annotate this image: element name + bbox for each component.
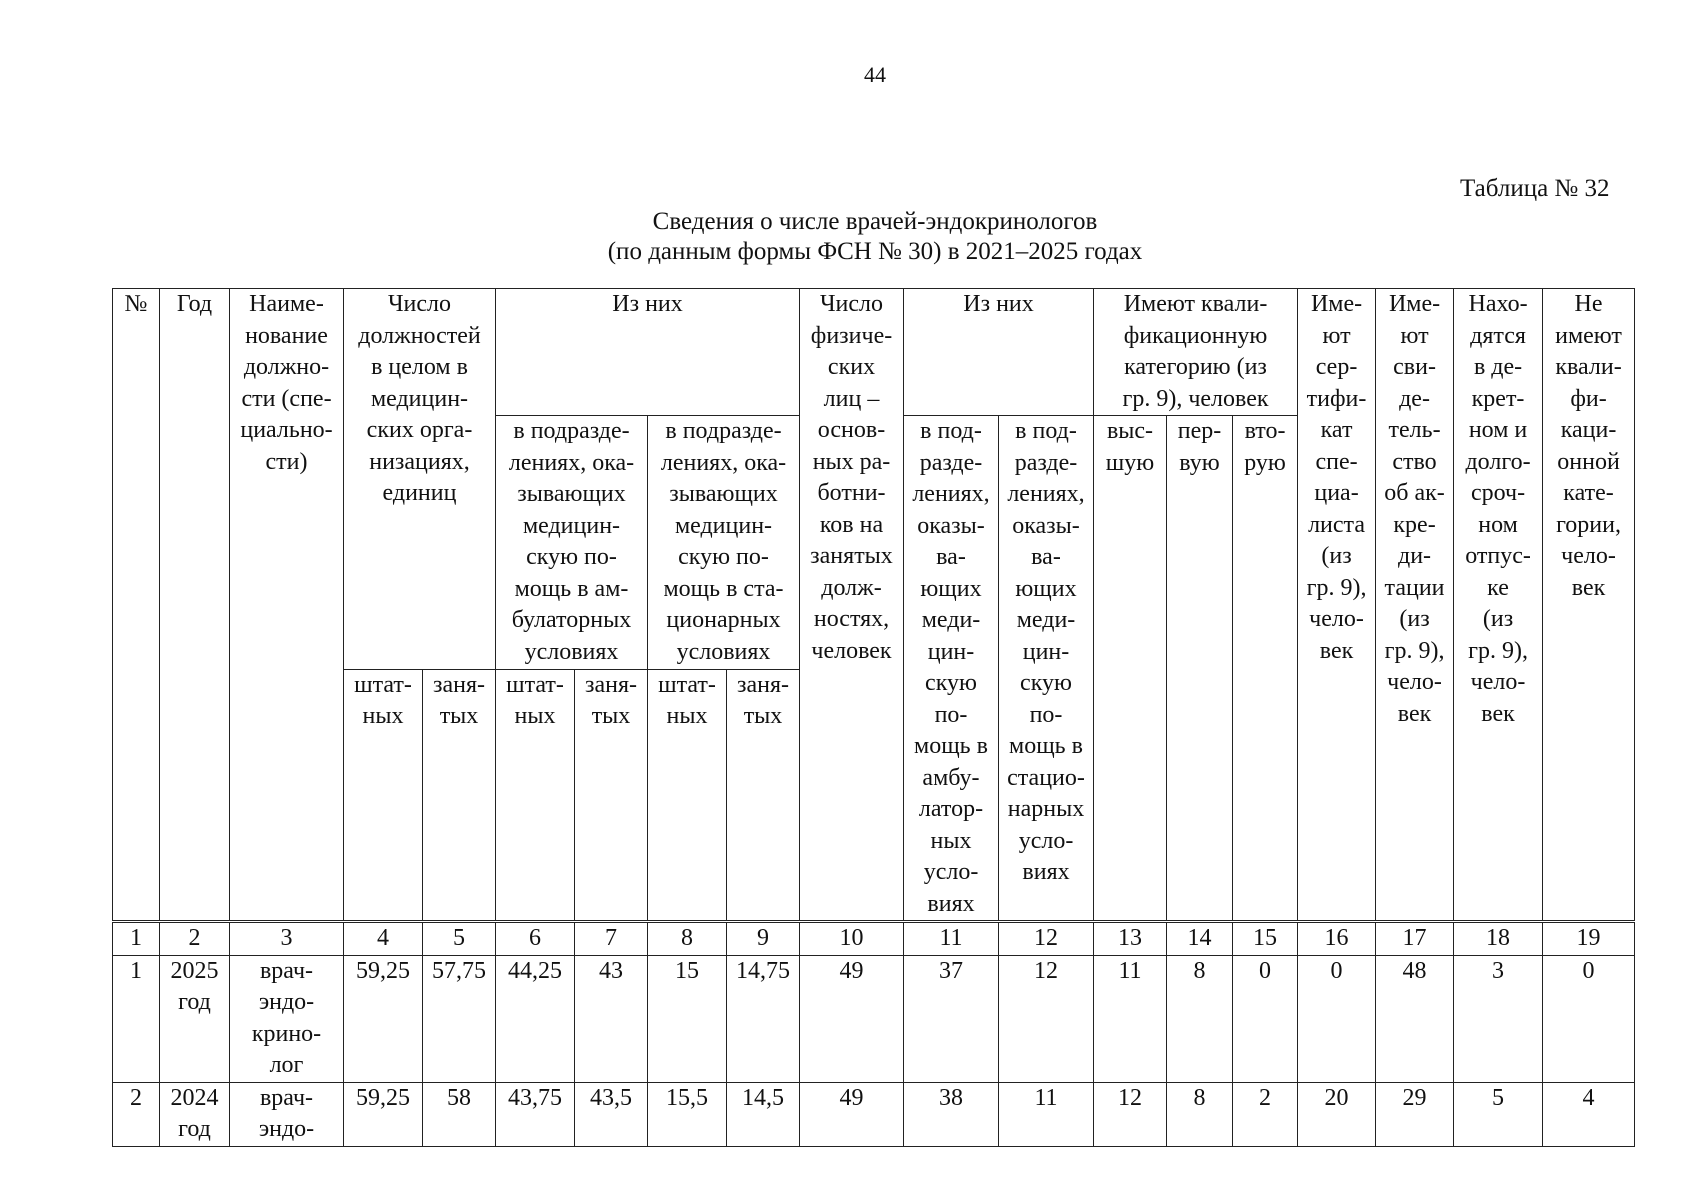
header-inpatient-persons: в под- разде- лениях, оказы- ва- ющих меди- цин- скую по- мощь в стацио- нарных усло- виях: [999, 416, 1094, 922]
table-cell: 12: [1094, 1082, 1167, 1146]
column-number: 5: [423, 922, 496, 956]
table-cell: 0: [1233, 955, 1298, 1082]
column-number: 10: [800, 922, 904, 956]
header-position: Наиме- нование должно- сти (спе- циально- сти): [230, 289, 344, 922]
header-inpatient-positions: в подразде- лениях, ока- зывающих медицин- скую по- мощь в ста- ционарных условиях: [648, 416, 800, 670]
page-number: 44: [864, 62, 886, 87]
column-number: 13: [1094, 922, 1167, 956]
column-number: 3: [230, 922, 344, 956]
table-cell: 14,75: [727, 955, 800, 1082]
header-second-category: вто- рую: [1233, 416, 1298, 922]
header-of-them-1: Из них: [496, 289, 800, 416]
header-no: №: [113, 289, 160, 922]
table-cell: 5: [1454, 1082, 1543, 1146]
header-physical-persons: Число физиче- ских лиц – основ- ных ра- ботни- ков на занятых долж- ностях, человек: [800, 289, 904, 922]
table-cell: 58: [423, 1082, 496, 1146]
column-number: 8: [648, 922, 727, 956]
table-cell: 2: [113, 1082, 160, 1146]
table-cell: 11: [1094, 955, 1167, 1082]
header-first-category: пер- вую: [1167, 416, 1233, 922]
table-cell: 1: [113, 955, 160, 1082]
table-cell: 2: [1233, 1082, 1298, 1146]
table-cell: 2024 год: [160, 1082, 230, 1146]
column-number: 12: [999, 922, 1094, 956]
table-cell: 11: [999, 1082, 1094, 1146]
table-cell: 29: [1376, 1082, 1454, 1146]
table-cell: 37: [904, 955, 999, 1082]
column-number: 15: [1233, 922, 1298, 956]
table-cell: 57,75: [423, 955, 496, 1082]
table-cell: 43,75: [496, 1082, 575, 1146]
table-title: [0, 207, 1697, 267]
table-cell: 0: [1543, 955, 1635, 1082]
column-number: 11: [904, 922, 999, 956]
table-cell: 15: [648, 955, 727, 1082]
column-number: 17: [1376, 922, 1454, 956]
table-row: [113, 1082, 1635, 1146]
column-number: 7: [575, 922, 648, 956]
column-number: 1: [113, 922, 160, 956]
table-cell: 48: [1376, 955, 1454, 1082]
column-number: 6: [496, 922, 575, 956]
column-number: 14: [1167, 922, 1233, 956]
table-cell: 59,25: [344, 1082, 423, 1146]
header-positions-total: Число должностей в целом в медицин- ских орга- низациях, единиц: [344, 289, 496, 670]
column-number: 16: [1298, 922, 1376, 956]
table-cell: 14,5: [727, 1082, 800, 1146]
table-cell: 59,25: [344, 955, 423, 1082]
doctors-table: [112, 288, 1635, 1147]
table-cell: 8: [1167, 955, 1233, 1082]
column-number: 19: [1543, 922, 1635, 956]
table-cell: 43: [575, 955, 648, 1082]
header-row-1: [113, 289, 1635, 416]
header-staff: штат- ных: [344, 669, 423, 922]
table-label: Таблица № 32: [1460, 175, 1610, 202]
table-cell: 49: [800, 1082, 904, 1146]
table-cell: 12: [999, 955, 1094, 1082]
table-row: [113, 955, 1635, 1082]
column-number-row: [113, 922, 1635, 956]
header-no-qualification: Не имеют квали- фи- каци- онной кате- гории, чело- век: [1543, 289, 1635, 922]
table-cell: врач- эндо-: [230, 1082, 344, 1146]
header-accreditation: Име- ют сви- де- тель- ство об ак- кре- ди- тации (из гр. 9), чело- век: [1376, 289, 1454, 922]
column-number: 2: [160, 922, 230, 956]
header-staff: штат- ных: [496, 669, 575, 922]
table-cell: 0: [1298, 955, 1376, 1082]
header-occupied: заня- тых: [575, 669, 648, 922]
title-line-1: Сведения о числе врачей-эндокринологов: [652, 208, 1098, 235]
table-cell: 20: [1298, 1082, 1376, 1146]
header-outpatient-positions: в подразде- лениях, ока- зывающих медицин- скую по- мощь в ам- булаторных условиях: [496, 416, 648, 670]
table-cell: 15,5: [648, 1082, 727, 1146]
header-year: Год: [160, 289, 230, 922]
header-qualification: Имеют квали- фикационную категорию (из гр. 9), человек: [1094, 289, 1298, 416]
header-leave: Нахо- дятся в де- крет- ном и долго- сроч- ном отпус- ке (из гр. 9), чело- век: [1454, 289, 1543, 922]
header-staff: штат- ных: [648, 669, 727, 922]
table-cell: 38: [904, 1082, 999, 1146]
header-occupied: заня- тых: [727, 669, 800, 922]
header-outpatient-persons: в под- разде- лениях, оказы- ва- ющих меди- цин- скую по- мощь в амбу- латор- ных усло- виях: [904, 416, 999, 922]
table-cell: 3: [1454, 955, 1543, 1082]
table-cell: 4: [1543, 1082, 1635, 1146]
table-cell: 44,25: [496, 955, 575, 1082]
header-certificate: Име- ют сер- тифи- кат спе- циа- листа (из гр. 9), чело- век: [1298, 289, 1376, 922]
table-cell: 43,5: [575, 1082, 648, 1146]
column-number: 9: [727, 922, 800, 956]
table-cell: 2025 год: [160, 955, 230, 1082]
header-of-them-2: Из них: [904, 289, 1094, 416]
table-cell: врач- эндо- крино- лог: [230, 955, 344, 1082]
header-occupied: заня- тых: [423, 669, 496, 922]
title-line-2: (по данным формы ФСН № 30) в 2021–2025 годах: [607, 238, 1143, 265]
table-cell: 8: [1167, 1082, 1233, 1146]
table-cell: 49: [800, 955, 904, 1082]
column-number: 4: [344, 922, 423, 956]
column-number: 18: [1454, 922, 1543, 956]
header-highest-category: выс- шую: [1094, 416, 1167, 922]
